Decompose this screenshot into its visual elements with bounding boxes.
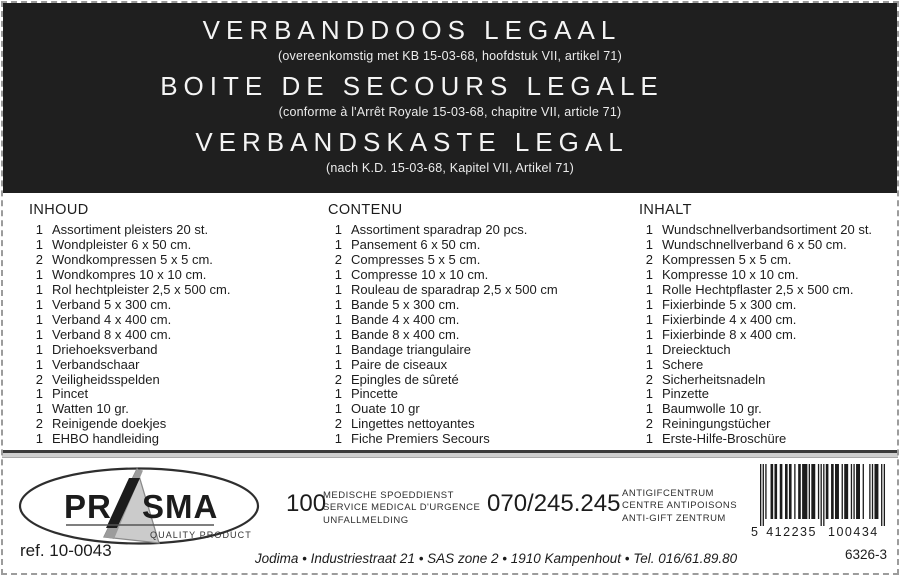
item-quantity: 1: [35, 281, 43, 297]
item-label: Verband 5 x 300 cm.: [52, 296, 172, 312]
subtitle-german: (nach K.D. 15-03-68, Kapitel VII, Artikel 71): [325, 161, 574, 175]
item-quantity: 1: [35, 296, 43, 312]
item-label: Veiligheidsspelden: [52, 371, 160, 387]
item-label: Wondkompres 10 x 10 cm.: [52, 266, 207, 282]
contents-column-german: [639, 202, 897, 447]
list-item: [29, 253, 321, 268]
emergency-line-nl: MEDISCHE SPOEDDIENST: [323, 490, 454, 501]
item-quantity: 1: [334, 326, 342, 342]
logo-text-right: SMA: [142, 488, 219, 525]
logo-tagline: QUALITY PRODUCT: [150, 530, 252, 540]
item-quantity: 1: [334, 356, 342, 372]
item-quantity: 1: [645, 266, 653, 282]
emergency-service-lines: [323, 490, 480, 527]
item-quantity: 1: [334, 431, 342, 447]
list-item: [29, 328, 321, 343]
emergency-line-de: UNFALLMELDING: [323, 514, 409, 526]
barcode-number: [751, 525, 879, 539]
item-quantity: 1: [645, 296, 653, 312]
item-label: Rouleau de sparadrap 2,5 x 500 cm: [351, 281, 558, 297]
poison-line-de: ANTI-GIFT ZENTRUM: [622, 512, 726, 524]
list-item: [639, 268, 897, 283]
item-label: Driehoeksverband: [52, 341, 158, 357]
item-label: Wondpleister 6 x 50 cm.: [52, 236, 192, 252]
item-quantity: 1: [35, 236, 43, 252]
item-quantity: 1: [645, 401, 653, 417]
list-item: [639, 417, 897, 432]
poison-centre-number: 070/245.245: [487, 490, 621, 517]
item-quantity: 1: [35, 356, 43, 372]
title-banner: [3, 3, 897, 193]
manufacturer-address: Jodima • Industriestraat 21 • SAS zone 2 • 1910 Kampenhout • Tel. 016/61.89.80: [254, 551, 738, 566]
item-quantity: 1: [645, 281, 653, 297]
barcode-digit-group: 5: [751, 525, 760, 539]
item-label: Pincet: [52, 386, 89, 402]
list-item: [328, 358, 634, 373]
list-item: [639, 253, 897, 268]
item-label: Bande 8 x 400 cm.: [351, 326, 460, 342]
contents-column-french: [328, 202, 634, 447]
item-label: Fiche Premiers Secours: [351, 431, 490, 447]
item-label: Dreiecktuch: [662, 341, 731, 357]
subtitle-dutch: (overeenkomstig met KB 15-03-68, hoofdstuk VII, artikel 71): [278, 49, 622, 63]
item-quantity: 1: [334, 311, 342, 327]
list-item: [328, 432, 634, 447]
column-heading: INHOUD: [29, 202, 89, 218]
list-item: [29, 358, 321, 373]
list-item: [328, 417, 634, 432]
list-item: [328, 343, 634, 358]
list-item: [328, 283, 634, 298]
item-label: Fixierbinde 5 x 300 cm.: [662, 296, 797, 312]
item-label: Verbandschaar: [52, 356, 140, 372]
list-item: [328, 373, 634, 388]
list-item: [328, 402, 634, 417]
list-item: [639, 238, 897, 253]
item-quantity: 2: [35, 251, 43, 267]
item-label: Assortiment pleisters 20 st.: [52, 222, 209, 237]
item-quantity: 1: [645, 311, 653, 327]
list-item: [29, 373, 321, 388]
list-item: [639, 358, 897, 373]
item-label: Verband 4 x 400 cm.: [52, 311, 172, 327]
list-item: [328, 328, 634, 343]
item-quantity: 1: [645, 386, 653, 402]
list-item: [328, 238, 634, 253]
item-quantity: 1: [334, 266, 342, 282]
item-quantity: 1: [645, 341, 653, 357]
item-label: Paire de ciseaux: [351, 356, 448, 372]
item-label: Wundschnellverband 6 x 50 cm.: [662, 236, 847, 252]
item-label: Kompresse 10 x 10 cm.: [662, 266, 799, 282]
ean-barcode: [750, 462, 890, 540]
product-code: 6326-3: [845, 547, 888, 562]
title-french: BOITE DE SECOURS LEGALE: [160, 71, 664, 101]
item-label: Erste-Hilfe-Broschüre: [662, 431, 787, 447]
list-item: [29, 432, 321, 447]
section-divider: [2, 450, 898, 458]
item-quantity: 1: [35, 341, 43, 357]
list-item: [328, 223, 634, 238]
list-item: [29, 223, 321, 238]
list-item: [639, 298, 897, 313]
list-item: [29, 298, 321, 313]
contents-column-dutch: [29, 202, 321, 447]
item-label: Pinzette: [662, 386, 709, 402]
list-item: [29, 313, 321, 328]
item-list-german: [639, 223, 897, 447]
list-item: [639, 313, 897, 328]
list-item: [328, 253, 634, 268]
item-list-french: [328, 223, 634, 447]
title-block-german: [3, 128, 897, 176]
reference-number: ref. 10-0043: [20, 541, 112, 560]
list-item: [639, 373, 897, 388]
item-quantity: 1: [35, 222, 43, 237]
item-label: Lingettes nettoyantes: [351, 416, 475, 432]
item-label: Ouate 10 gr: [351, 401, 420, 417]
list-item: [29, 268, 321, 283]
list-item: [29, 283, 321, 298]
prisma-logo: [16, 466, 262, 546]
item-label: Fixierbinde 8 x 400 cm.: [662, 326, 797, 342]
title-block-dutch: [3, 16, 897, 64]
logo-text-left: PR: [64, 488, 112, 525]
item-quantity: 1: [334, 341, 342, 357]
list-item: [29, 402, 321, 417]
item-label: Rol hechtpleister 2,5 x 500 cm.: [52, 281, 231, 297]
item-quantity: 2: [35, 371, 43, 387]
item-label: Fixierbinde 4 x 400 cm.: [662, 311, 797, 327]
list-item: [29, 417, 321, 432]
item-list-dutch: [29, 223, 321, 447]
barcode-bars: [760, 464, 885, 526]
list-item: [29, 343, 321, 358]
item-quantity: 1: [334, 296, 342, 312]
item-quantity: 1: [35, 386, 43, 402]
item-quantity: 1: [334, 281, 342, 297]
item-label: Compresse 10 x 10 cm.: [351, 266, 489, 282]
item-label: Bandage triangulaire: [351, 341, 471, 357]
item-label: Pansement 6 x 50 cm.: [351, 236, 481, 252]
list-item: [639, 283, 897, 298]
title-block-french: [3, 72, 897, 120]
list-item: [328, 268, 634, 283]
item-label: Sicherheitsnadeln: [662, 371, 766, 387]
list-item: [29, 238, 321, 253]
item-label: Watten 10 gr.: [52, 401, 129, 417]
column-heading: CONTENU: [328, 202, 403, 218]
item-quantity: 1: [35, 326, 43, 342]
list-item: [639, 328, 897, 343]
item-quantity: 1: [645, 431, 653, 447]
contents-section: [3, 193, 897, 450]
item-quantity: 2: [645, 251, 653, 267]
item-quantity: 2: [334, 371, 342, 387]
poison-centre-lines: [622, 488, 737, 525]
item-quantity: 1: [645, 326, 653, 342]
poison-line-nl: ANTIGIFCENTRUM: [622, 488, 714, 499]
item-quantity: 2: [334, 251, 342, 267]
item-quantity: 2: [645, 371, 653, 387]
item-quantity: 1: [334, 401, 342, 417]
item-quantity: 1: [334, 386, 342, 402]
item-label: Verband 8 x 400 cm.: [52, 326, 172, 342]
item-label: Compresses 5 x 5 cm.: [351, 251, 481, 267]
item-quantity: 1: [645, 236, 653, 252]
item-quantity: 1: [645, 356, 653, 372]
item-label: Wondkompressen 5 x 5 cm.: [52, 251, 213, 267]
item-label: Pincette: [351, 386, 398, 402]
item-quantity: 1: [35, 401, 43, 417]
item-label: Reiningungstücher: [662, 416, 771, 432]
list-item: [29, 387, 321, 402]
barcode-digit-group: 100434: [828, 525, 879, 539]
item-label: Wundschnellverbandsortiment 20 st.: [662, 222, 873, 237]
list-item: [639, 402, 897, 417]
item-quantity: 2: [334, 416, 342, 432]
item-quantity: 1: [35, 431, 43, 447]
title-dutch: VERBANDDOOS LEGAAL: [202, 15, 622, 45]
item-label: Epingles de sûreté: [351, 371, 459, 387]
item-label: Schere: [662, 356, 704, 372]
item-quantity: 1: [645, 222, 653, 237]
item-quantity: 1: [334, 236, 342, 252]
list-item: [328, 298, 634, 313]
item-label: Reinigende doekjes: [52, 416, 167, 432]
emergency-number: 100: [286, 490, 327, 517]
list-item: [639, 223, 897, 238]
list-item: [639, 343, 897, 358]
item-label: Assortiment sparadrap 20 pcs.: [351, 222, 528, 237]
title-german: VERBANDSKASTE LEGAL: [195, 127, 629, 157]
column-heading: INHALT: [639, 202, 692, 218]
item-label: Bande 5 x 300 cm.: [351, 296, 460, 312]
item-quantity: 2: [645, 416, 653, 432]
subtitle-french: (conforme à l'Arrêt Royale 15-03-68, chapitre VII, article 71): [278, 105, 622, 119]
item-label: Baumwolle 10 gr.: [662, 401, 762, 417]
barcode-digit-group: 412235: [766, 525, 817, 539]
item-label: EHBO handleiding: [52, 431, 159, 447]
item-quantity: 1: [35, 266, 43, 282]
item-quantity: 1: [334, 222, 342, 237]
poison-line-fr: CENTRE ANTIPOISONS: [622, 500, 738, 512]
item-label: Bande 4 x 400 cm.: [351, 311, 460, 327]
list-item: [639, 432, 897, 447]
list-item: [328, 313, 634, 328]
item-label: Rolle Hechtpflaster 2,5 x 500 cm.: [662, 281, 854, 297]
list-item: [639, 387, 897, 402]
item-quantity: 2: [35, 416, 43, 432]
item-label: Kompressen 5 x 5 cm.: [662, 251, 792, 267]
item-quantity: 1: [35, 311, 43, 327]
list-item: [328, 387, 634, 402]
emergency-line-fr: SERVICE MEDICAL D'URGENCE: [323, 502, 481, 514]
